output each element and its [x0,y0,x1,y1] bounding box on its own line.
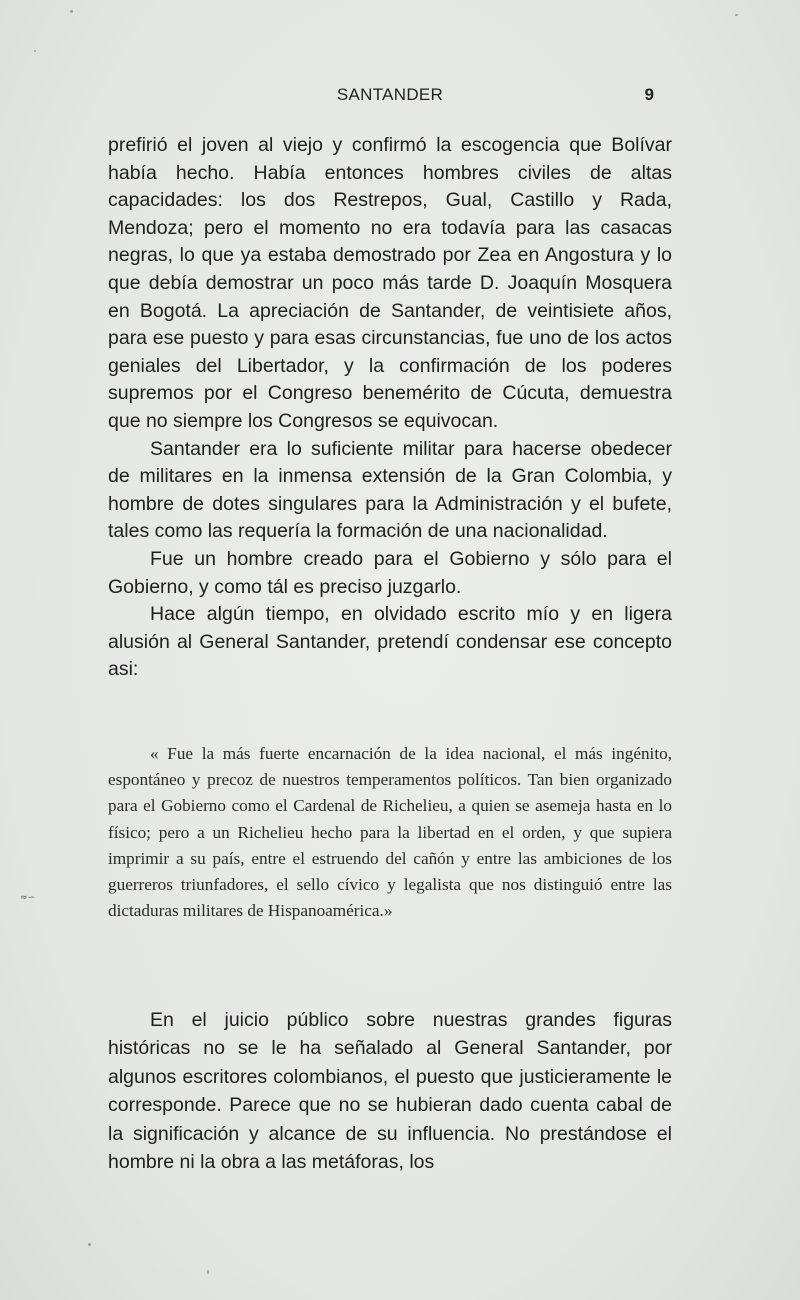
ink-speck [34,50,36,52]
block-quote: « Fue la más fuerte encarnación de la idea nacional, el más ingénito, espontáneo y precoz de nuestros temperamentos políticos. Tan bien organizado para el Gobierno como el Cardenal de Richelieu, a quien se asemeja hasta en lo físico; pero a un Richelieu hecho para la libertad en el orden, y que supiera imprimir a su país, entre el estruendo del cañón y entre las ambiciones de los guerreros triunfadores, el sello cívico y legalista que nos distinguió entre las dictaduras militares de Hispanoamérica.» [108,744,672,921]
paragraph: Hace algún tiempo, en olvidado escrito mío y en ligera alusión al General Santander, pretendí condensar ese concepto asi: [108,603,672,681]
ink-speck [70,10,73,13]
ink-speck [735,14,738,16]
paragraph: Santander era lo suficiente militar para hacerse obedecer de militares en la inmensa extensión de la Gran Colombia, y hombre de dotes singulares para la Administración y el bufete, tales como las requería la formación de una nacionalidad. [108,437,672,543]
paragraph: En el juicio público sobre nuestras grandes figuras históricas no se le ha señalado al General Santander, por algunos escritores colombianos, el puesto que justicieramente le corresponde. Parece que no se hubieran dado cuenta cabal de la significación y alcance de su influencia. No prestándose el hombre ni la obra a las metáforas, los [108,1009,672,1174]
margin-mark-icon: ≈∽ [20,893,36,903]
body-text [108,132,672,684]
ink-speck [207,1270,209,1274]
ink-speck [88,1243,91,1246]
paragraph: prefirió el joven al viejo y confirmó la escogencia que Bolívar había hecho. Había entonces hombres civiles de altas capacidades: los dos Restrepos, Gual, Castillo y Rada, Mendoza; pero el momento no era todavía para las casacas negras, lo que ya estaba demostrado por Zea en Angostura y lo que debía demostrar un poco más tarde D. Joaquín Mosquera en Bogotá. La apreciación de Santander, de veintisiete años, para ese puesto y para esas circunstancias, fue uno de los actos geniales del Libertador, y la confirmación de los poderes supremos por el Congreso benemérito de Cúcuta, demuestra que no siempre los Congresos se equivocan. [108,134,672,432]
paragraph: Fue un hombre creado para el Gobierno y sólo para el Gobierno, y como tál es preciso juzgarlo. [108,547,672,598]
running-head: SANTANDER [336,85,444,104]
page-number: 9 [644,85,654,104]
page-header [108,85,672,107]
